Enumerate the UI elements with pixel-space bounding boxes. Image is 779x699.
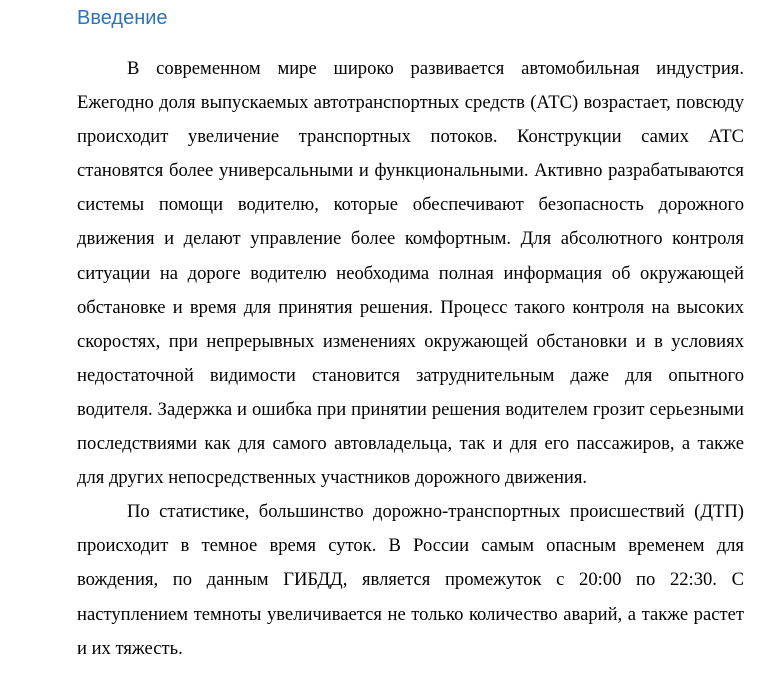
- paragraph-statistics: По статистике, большинство дорожно-транспортных происшествий (ДТП) происходит в темное время суток. В России самым опасным временем для вождения, по данным ГИБДД, является промежуток с 20:00 по 22:30. С наступлением темноты увеличивается не только количество аварий, а также растет и их тяжесть.: [77, 501, 744, 659]
- document-body: [77, 52, 744, 666]
- paragraph-intro: В современном мире широко развивается автомобильная индустрия. Ежегодно доля выпускаемых автотранспортных средств (АТС) возрастает, повсюду происходит увеличение транспортных потоков. Конструкции самих АТС становятся более универсальными и функциональными. Активно разрабатываются системы помощи водителю, которые обеспечивают безопасность дорожного движения и делают управление более комфортным. Для абсолютного контроля ситуации на дороге водителю необходима полная информация об окружающей обстановке и время для принятия решения. Процесс такого контроля на высоких скоростях, при непрерывных изменениях окружающей обстановки и в условиях недостаточной видимости становится затруднительным даже для опытного водителя. Задержка и ошибка при принятии решения водителем грозит серьезными последствиями как для самого автовладельца, так и для его пассажиров, а также для других непосредственных участников дорожного движения.: [77, 58, 744, 489]
- section-heading: Введение: [77, 7, 168, 29]
